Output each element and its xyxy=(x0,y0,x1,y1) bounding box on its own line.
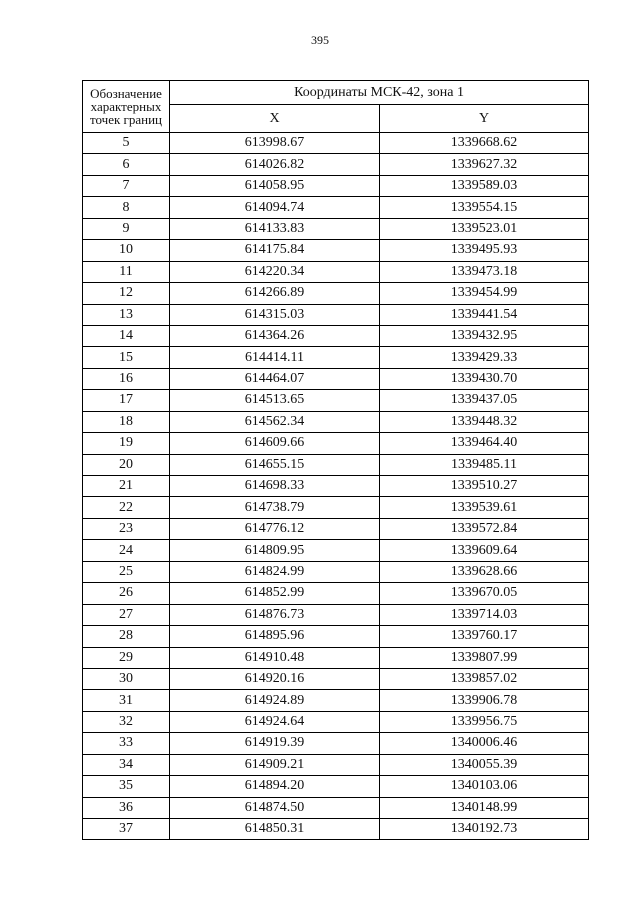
point-number-cell: 12 xyxy=(83,283,170,304)
x-coordinate-cell: 614513.65 xyxy=(170,390,380,411)
table-row xyxy=(83,797,589,818)
y-coordinate-cell: 1339807.99 xyxy=(380,647,589,668)
y-coordinate-cell: 1339464.40 xyxy=(380,433,589,454)
y-coordinate-cell: 1339668.62 xyxy=(380,133,589,154)
x-coordinate-cell: 614850.31 xyxy=(170,819,380,840)
point-number-cell: 9 xyxy=(83,218,170,239)
x-coordinate-cell: 614776.12 xyxy=(170,518,380,539)
x-coordinate-cell: 614315.03 xyxy=(170,304,380,325)
table-row xyxy=(83,197,589,218)
table-row xyxy=(83,561,589,582)
y-coordinate-cell: 1340103.06 xyxy=(380,776,589,797)
point-number-cell: 17 xyxy=(83,390,170,411)
y-coordinate-cell: 1339572.84 xyxy=(380,518,589,539)
table-row xyxy=(83,304,589,325)
table-row xyxy=(83,368,589,389)
y-coordinate-cell: 1339628.66 xyxy=(380,561,589,582)
coordinates-table xyxy=(82,80,589,840)
point-number-cell: 19 xyxy=(83,433,170,454)
x-coordinate-cell: 614175.84 xyxy=(170,240,380,261)
table-row xyxy=(83,240,589,261)
point-number-cell: 7 xyxy=(83,175,170,196)
table-row xyxy=(83,390,589,411)
table-row xyxy=(83,497,589,518)
y-coordinate-cell: 1339429.33 xyxy=(380,347,589,368)
point-number-cell: 15 xyxy=(83,347,170,368)
point-number-cell: 10 xyxy=(83,240,170,261)
x-coordinate-cell: 613998.67 xyxy=(170,133,380,154)
table-row xyxy=(83,261,589,282)
y-coordinate-cell: 1339609.64 xyxy=(380,540,589,561)
y-coordinate-cell: 1339760.17 xyxy=(380,626,589,647)
y-coordinate-cell: 1340006.46 xyxy=(380,733,589,754)
x-coordinate-cell: 614909.21 xyxy=(170,754,380,775)
point-number-cell: 29 xyxy=(83,647,170,668)
table-row xyxy=(83,711,589,732)
x-coordinate-cell: 614609.66 xyxy=(170,433,380,454)
x-coordinate-cell: 614738.79 xyxy=(170,497,380,518)
table-row xyxy=(83,604,589,625)
table-row xyxy=(83,690,589,711)
y-coordinate-cell: 1339523.01 xyxy=(380,218,589,239)
x-coordinate-cell: 614133.83 xyxy=(170,218,380,239)
x-coordinate-cell: 614026.82 xyxy=(170,154,380,175)
table-row xyxy=(83,626,589,647)
y-coordinate-cell: 1340055.39 xyxy=(380,754,589,775)
header-x: X xyxy=(170,105,380,133)
y-coordinate-cell: 1339956.75 xyxy=(380,711,589,732)
y-coordinate-cell: 1339473.18 xyxy=(380,261,589,282)
x-coordinate-cell: 614924.89 xyxy=(170,690,380,711)
x-coordinate-cell: 614698.33 xyxy=(170,476,380,497)
point-number-cell: 33 xyxy=(83,733,170,754)
x-coordinate-cell: 614895.96 xyxy=(170,626,380,647)
y-coordinate-cell: 1339430.70 xyxy=(380,368,589,389)
y-coordinate-cell: 1339670.05 xyxy=(380,583,589,604)
header-y: Y xyxy=(380,105,589,133)
header-point-label: Обозначение характерных точек границ xyxy=(83,81,170,133)
point-number-cell: 11 xyxy=(83,261,170,282)
table-row xyxy=(83,154,589,175)
point-number-cell: 34 xyxy=(83,754,170,775)
x-coordinate-cell: 614364.26 xyxy=(170,325,380,346)
table-header-row xyxy=(83,81,589,105)
x-coordinate-cell: 614094.74 xyxy=(170,197,380,218)
table-row xyxy=(83,776,589,797)
x-coordinate-cell: 614920.16 xyxy=(170,668,380,689)
table-row xyxy=(83,518,589,539)
point-number-cell: 24 xyxy=(83,540,170,561)
table-row xyxy=(83,540,589,561)
table-row xyxy=(83,819,589,840)
table-row xyxy=(83,733,589,754)
y-coordinate-cell: 1339906.78 xyxy=(380,690,589,711)
point-number-cell: 37 xyxy=(83,819,170,840)
point-number-cell: 18 xyxy=(83,411,170,432)
y-coordinate-cell: 1339857.02 xyxy=(380,668,589,689)
page-number: 395 xyxy=(311,33,329,47)
y-coordinate-cell: 1340148.99 xyxy=(380,797,589,818)
table-row xyxy=(83,218,589,239)
y-coordinate-cell: 1340192.73 xyxy=(380,819,589,840)
y-coordinate-cell: 1339432.95 xyxy=(380,325,589,346)
y-coordinate-cell: 1339437.05 xyxy=(380,390,589,411)
point-number-cell: 22 xyxy=(83,497,170,518)
table-row xyxy=(83,347,589,368)
point-number-cell: 13 xyxy=(83,304,170,325)
y-coordinate-cell: 1339495.93 xyxy=(380,240,589,261)
y-coordinate-cell: 1339485.11 xyxy=(380,454,589,475)
table-row xyxy=(83,754,589,775)
table-row xyxy=(83,647,589,668)
point-number-cell: 32 xyxy=(83,711,170,732)
point-number-cell: 28 xyxy=(83,626,170,647)
table-row xyxy=(83,454,589,475)
point-number-cell: 35 xyxy=(83,776,170,797)
point-number-cell: 21 xyxy=(83,476,170,497)
point-number-cell: 36 xyxy=(83,797,170,818)
table-row xyxy=(83,583,589,604)
table-row xyxy=(83,175,589,196)
point-number-cell: 14 xyxy=(83,325,170,346)
x-coordinate-cell: 614414.11 xyxy=(170,347,380,368)
x-coordinate-cell: 614058.95 xyxy=(170,175,380,196)
point-number-cell: 16 xyxy=(83,368,170,389)
point-number-cell: 5 xyxy=(83,133,170,154)
point-number-cell: 6 xyxy=(83,154,170,175)
x-coordinate-cell: 614876.73 xyxy=(170,604,380,625)
y-coordinate-cell: 1339454.99 xyxy=(380,283,589,304)
point-number-cell: 23 xyxy=(83,518,170,539)
table-body xyxy=(83,133,589,840)
table-row xyxy=(83,668,589,689)
y-coordinate-cell: 1339448.32 xyxy=(380,411,589,432)
point-number-cell: 25 xyxy=(83,561,170,582)
y-coordinate-cell: 1339627.32 xyxy=(380,154,589,175)
y-coordinate-cell: 1339510.27 xyxy=(380,476,589,497)
table-row xyxy=(83,133,589,154)
x-coordinate-cell: 614874.50 xyxy=(170,797,380,818)
x-coordinate-cell: 614464.07 xyxy=(170,368,380,389)
point-number-cell: 8 xyxy=(83,197,170,218)
x-coordinate-cell: 614655.15 xyxy=(170,454,380,475)
x-coordinate-cell: 614919.39 xyxy=(170,733,380,754)
x-coordinate-cell: 614824.99 xyxy=(170,561,380,582)
x-coordinate-cell: 614809.95 xyxy=(170,540,380,561)
table-row xyxy=(83,476,589,497)
x-coordinate-cell: 614220.34 xyxy=(170,261,380,282)
header-coordinate-system: Координаты МСК-42, зона 1 xyxy=(170,81,589,105)
x-coordinate-cell: 614910.48 xyxy=(170,647,380,668)
x-coordinate-cell: 614852.99 xyxy=(170,583,380,604)
x-coordinate-cell: 614924.64 xyxy=(170,711,380,732)
y-coordinate-cell: 1339714.03 xyxy=(380,604,589,625)
table-row xyxy=(83,433,589,454)
y-coordinate-cell: 1339554.15 xyxy=(380,197,589,218)
y-coordinate-cell: 1339539.61 xyxy=(380,497,589,518)
point-number-cell: 20 xyxy=(83,454,170,475)
point-number-cell: 30 xyxy=(83,668,170,689)
table-row xyxy=(83,325,589,346)
x-coordinate-cell: 614562.34 xyxy=(170,411,380,432)
x-coordinate-cell: 614894.20 xyxy=(170,776,380,797)
table-row xyxy=(83,283,589,304)
point-number-cell: 27 xyxy=(83,604,170,625)
y-coordinate-cell: 1339589.03 xyxy=(380,175,589,196)
table-row xyxy=(83,411,589,432)
point-number-cell: 26 xyxy=(83,583,170,604)
point-number-cell: 31 xyxy=(83,690,170,711)
x-coordinate-cell: 614266.89 xyxy=(170,283,380,304)
y-coordinate-cell: 1339441.54 xyxy=(380,304,589,325)
